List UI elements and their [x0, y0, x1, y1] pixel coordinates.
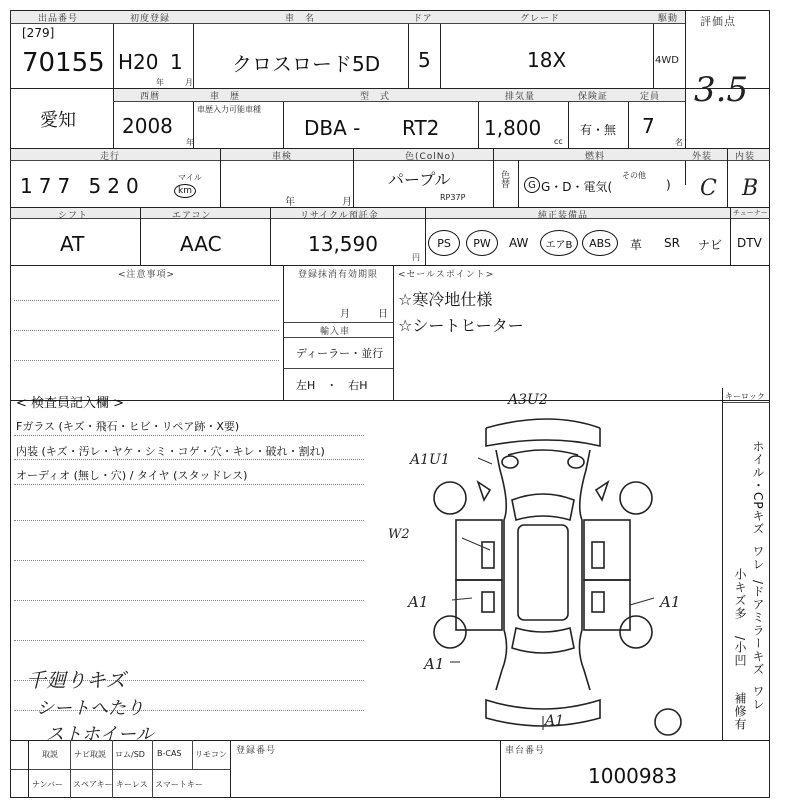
- inspector-interior: 内装 (キズ・汚レ・ヤケ・シミ・コゲ・穴・キレ・破れ・割れ): [16, 445, 325, 458]
- mileage-unit-mile: マイル: [178, 173, 202, 182]
- reg-no-label: 登録番号: [236, 746, 277, 756]
- handwritten-note-3: ストホイール: [46, 724, 154, 745]
- deadline-day: 日: [378, 309, 388, 320]
- chassis-label: 車 歴: [210, 92, 241, 102]
- equip-navi: ナビ: [698, 238, 723, 252]
- equip-airbag: エアB: [540, 230, 578, 256]
- mileage-value: 177 520: [20, 174, 145, 198]
- footer-item-plate: ナンバー: [32, 780, 64, 789]
- deadline-month: 月: [340, 309, 350, 320]
- year-label: 西暦: [140, 92, 161, 102]
- chassis-note: 車歴入力可能車種: [197, 105, 261, 114]
- footer-item-keyless: キーレス: [116, 780, 148, 789]
- shift-label: シフト: [58, 211, 89, 221]
- deadline-label: 登録抹消有効期限: [298, 270, 379, 280]
- lot-number: 70155: [22, 48, 105, 78]
- reg-month-unit: 月: [185, 78, 193, 87]
- mark-a1-bottom: A1: [545, 713, 565, 729]
- tuner-label: チューナー: [733, 209, 768, 217]
- shaken-year: 年: [285, 197, 295, 208]
- caution-label: <注意事項>: [118, 270, 176, 280]
- disp-unit: cc: [554, 137, 563, 146]
- mark-a3u2: A3U2: [508, 392, 548, 408]
- reg-era: H20: [118, 50, 159, 74]
- footer-item-manual: 取説: [42, 750, 58, 759]
- color-value: パープル: [388, 170, 451, 189]
- insp-label: 保険証: [578, 92, 609, 102]
- year-value: 2008: [122, 114, 173, 138]
- type-code: RT2: [402, 116, 440, 140]
- reg-month: 1: [170, 50, 183, 74]
- mark-a1-left: A1: [408, 593, 429, 611]
- mark-w2: W2: [388, 527, 410, 542]
- side-note-3: /ドアミラーキズ: [751, 580, 765, 677]
- displacement: 1,800: [484, 116, 542, 140]
- car-body-diagram: [420, 400, 720, 740]
- insp-opts: 有・無: [580, 123, 617, 137]
- sales-label: <セールスポイント>: [398, 270, 495, 280]
- color-label: 色(ColNo): [405, 152, 456, 162]
- footer-item-bcas: B-CAS: [157, 749, 182, 758]
- mark-a1u1: A1U1: [410, 452, 450, 468]
- side-note-7: 補修有: [733, 692, 747, 731]
- color-change: 色替: [499, 170, 509, 188]
- shaken-label: 車検: [272, 152, 293, 162]
- inspector-title: < 検査員記入欄 >: [16, 396, 125, 411]
- type-label: 型 式: [360, 92, 391, 102]
- doors-label: ドア: [413, 14, 433, 24]
- drive-value: 4WD: [655, 55, 679, 66]
- equip-ps: PS: [428, 230, 460, 256]
- capacity-label: 定員: [640, 92, 661, 102]
- fuel-label: 燃料: [585, 152, 606, 162]
- exterior-grade: C: [700, 176, 717, 201]
- side-note-2: ワレ: [751, 545, 765, 571]
- side-note-4: ワレ: [751, 685, 765, 711]
- fuel-other: その他: [622, 171, 646, 180]
- side-note-5: 小キズ多: [733, 568, 747, 620]
- interior-grade: B: [742, 176, 759, 201]
- equip-abs: ABS: [582, 230, 618, 256]
- recycle-value: 13,590: [308, 232, 378, 256]
- score-value: 3.5: [694, 70, 749, 110]
- recycle-unit: 円: [412, 253, 420, 262]
- footer-item-remote: リモコン: [195, 750, 227, 759]
- equip-leather: 革: [630, 238, 643, 252]
- frame-label: 車台番号: [505, 746, 546, 756]
- model-name: クロスロード5D: [232, 52, 381, 76]
- fuel-options: G・D・電気(: [541, 180, 613, 194]
- shaken-month: 月: [342, 197, 352, 208]
- footer-item-navi-manual: ナビ取説: [74, 750, 106, 759]
- reg-label: 初度登録: [130, 14, 171, 24]
- import-label: 輸入車: [320, 327, 351, 337]
- fuel-close: ): [666, 178, 671, 192]
- mark-a1-lower: A1: [424, 655, 445, 673]
- side-note-6: /小凹: [733, 636, 747, 668]
- mileage-label: 走行: [100, 152, 121, 162]
- year-unit: 年: [186, 138, 194, 147]
- doors-value: 5: [418, 48, 431, 72]
- model-label: 車 名: [285, 14, 316, 24]
- frame-number: 1000983: [588, 764, 678, 788]
- exterior-label: 外装: [692, 152, 713, 162]
- sales-point-1: ☆寒冷地仕様: [398, 290, 493, 309]
- fuel-selected-g: G: [524, 177, 540, 193]
- reg-year-unit: 年: [156, 78, 164, 87]
- handwritten-note-1: 千廻りキズ: [26, 668, 126, 692]
- equip-pw: PW: [466, 230, 498, 256]
- grade-value: 18X: [527, 48, 567, 72]
- footer-item-smart-key: スマートキー: [155, 780, 203, 789]
- type-prefix: DBA -: [304, 116, 361, 140]
- import-dealer: ディーラー・並行: [296, 347, 384, 360]
- shift-value: AT: [60, 232, 85, 256]
- inspector-glass: Fガラス (キズ・飛石・ヒビ・リペア跡・X要): [16, 420, 240, 433]
- equip-aw: AW: [509, 236, 529, 250]
- keylock-label: キーロック: [725, 392, 765, 401]
- lot-bracket: [279]: [22, 26, 55, 40]
- side-note-1: ホイル・CPキズ: [751, 440, 765, 536]
- recycle-label: リサイクル預託金: [300, 211, 379, 221]
- equip-dtv: DTV: [737, 236, 762, 250]
- equip-label: 純正装備品: [538, 211, 589, 221]
- equip-sr: SR: [664, 236, 680, 250]
- steering: 左H ・ 右H: [296, 379, 368, 392]
- disp-label: 排気量: [505, 92, 536, 102]
- score-label: 評価点: [700, 15, 736, 28]
- interior-label: 内装: [735, 152, 756, 162]
- footer-item-spare-key: スペアキー: [73, 780, 113, 789]
- ac-label: エアコン: [172, 211, 212, 221]
- inspector-audio: オーディオ (無し・穴) / タイヤ (スタッドレス): [16, 469, 248, 482]
- mileage-unit-km: km: [174, 184, 196, 198]
- ac-value: AAC: [180, 232, 222, 256]
- mark-a1-right: A1: [660, 593, 681, 611]
- footer-item-rom-sd: ロム/SD: [115, 750, 145, 759]
- color-code: RP37P: [440, 193, 466, 202]
- capacity-unit: 名: [675, 138, 683, 147]
- region: 愛知: [40, 110, 76, 131]
- grade-label: グレード: [520, 14, 561, 24]
- drive-label: 駆動: [658, 14, 679, 24]
- handwritten-note-2: シートへたり: [36, 698, 144, 719]
- capacity-value: 7: [642, 114, 655, 138]
- sales-point-2: ☆シートヒーター: [398, 316, 524, 335]
- lot-label: 出品番号: [38, 14, 79, 24]
